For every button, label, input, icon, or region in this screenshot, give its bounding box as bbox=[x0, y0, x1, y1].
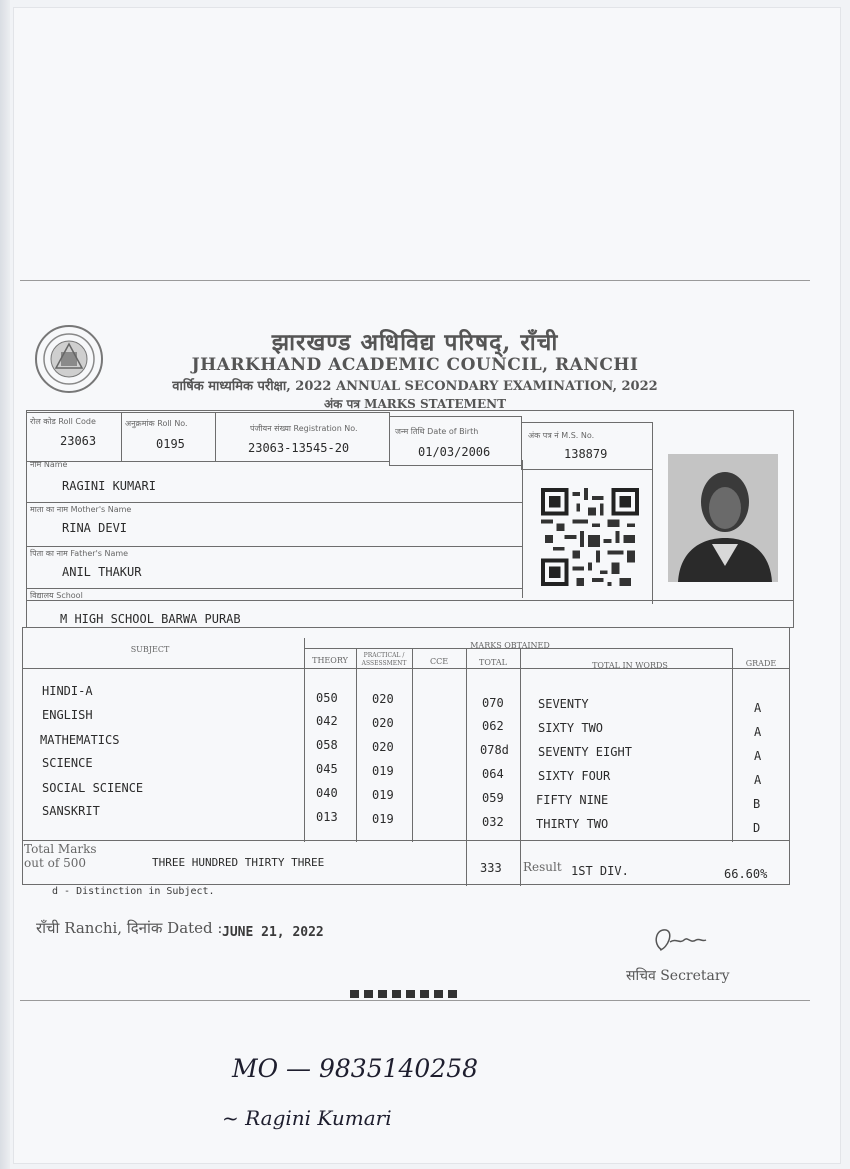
mother-name-value: RINA DEVI bbox=[62, 521, 128, 535]
row-words: SIXTY FOUR bbox=[538, 769, 611, 783]
col-words-left bbox=[520, 648, 521, 886]
row-practical: 020 bbox=[372, 716, 394, 730]
cce-header: CCE bbox=[429, 657, 449, 666]
total-header: TOTAL bbox=[479, 658, 507, 667]
mother-name-label: माता का नाम Mother's Name bbox=[30, 505, 132, 514]
father-name-value: ANIL THAKUR bbox=[62, 565, 142, 579]
dated-value: JUNE 21, 2022 bbox=[222, 925, 324, 940]
dated-label: राँची Ranchi, दिनांक Dated : bbox=[36, 919, 223, 937]
row-grade: A bbox=[754, 701, 762, 715]
school-label: विद्यालय School bbox=[30, 591, 83, 600]
qr-code-icon bbox=[540, 488, 640, 586]
secretary-signature-icon bbox=[650, 920, 710, 960]
row-theory: 058 bbox=[316, 738, 338, 752]
exam-title bbox=[150, 376, 680, 394]
cut-serial-number bbox=[350, 990, 460, 998]
total-marks-out-of: out of 500 bbox=[24, 856, 86, 870]
row-total: 070 bbox=[482, 696, 504, 710]
statement-title-hindi: अंक पत्र bbox=[323, 397, 360, 411]
row-grade: A bbox=[754, 773, 762, 787]
row-words: SEVENTY bbox=[538, 697, 589, 711]
registration-label: पंजीयन संख्या Registration No. bbox=[250, 424, 358, 433]
col-cce-left bbox=[412, 648, 413, 842]
row-subject: HINDI-A bbox=[42, 684, 93, 698]
crop-line-bottom bbox=[20, 1000, 810, 1001]
total-marks-label: Total Marks bbox=[24, 842, 97, 856]
row-grade: A bbox=[754, 725, 762, 739]
exam-title-english: ANNUAL SECONDARY EXAMINATION, 2022 bbox=[336, 379, 658, 394]
row-subject: SANSKRIT bbox=[42, 804, 100, 818]
row-subject: SCIENCE bbox=[42, 756, 93, 770]
row-grade: D bbox=[753, 821, 761, 835]
distinction-note: d - Distinction in Subject. bbox=[52, 886, 215, 897]
scan-left-edge bbox=[0, 0, 10, 1169]
dob-label: जन्म तिथि Date of Birth bbox=[395, 427, 479, 436]
signature-tick: ~ bbox=[222, 1106, 246, 1130]
council-seal-icon bbox=[34, 324, 104, 394]
col-practical-left bbox=[356, 648, 357, 842]
school-value: M HIGH SCHOOL BARWA PURAB bbox=[60, 612, 241, 626]
row-total: 078d bbox=[480, 743, 509, 757]
row-total: 062 bbox=[482, 719, 504, 733]
roll-no-label: अनुक्रमांक Roll No. bbox=[125, 419, 188, 428]
row-words: THIRTY TWO bbox=[536, 817, 609, 831]
student-photo bbox=[668, 454, 778, 582]
row-theory: 013 bbox=[316, 810, 338, 824]
row-practical: 019 bbox=[372, 764, 394, 778]
total-in-words-header: TOTAL IN WORDS bbox=[592, 661, 668, 670]
row-practical: 019 bbox=[372, 788, 394, 802]
rule-mother bbox=[26, 546, 522, 547]
rule-father bbox=[26, 588, 522, 589]
student-portrait-icon bbox=[668, 454, 778, 582]
marks-obtained-header: MARKS OBTAINED bbox=[470, 641, 550, 650]
percentage-value: 66.60% bbox=[724, 867, 768, 881]
signature-text: Ragini Kumari bbox=[245, 1106, 392, 1130]
statement-title-english: MARKS STATEMENT bbox=[364, 397, 507, 411]
row-subject: SOCIAL SCIENCE bbox=[42, 781, 144, 795]
practical-header: PRACTICAL / ASSESSMENT bbox=[361, 652, 407, 667]
row-practical: 020 bbox=[372, 740, 394, 754]
rule-school bbox=[26, 600, 794, 601]
statement-header bbox=[150, 325, 680, 412]
row-subject: ENGLISH bbox=[42, 708, 93, 722]
exam-title-hindi: वार्षिक माध्यमिक परीक्षा, 2022 bbox=[172, 379, 332, 394]
father-name-label: पिता का नाम Father's Name bbox=[30, 549, 129, 558]
roll-code-label: रोल कोड Roll Code bbox=[30, 417, 96, 426]
crop-line-top bbox=[20, 280, 810, 281]
registration-value: 23063-13545-20 bbox=[248, 441, 350, 455]
rule-name bbox=[26, 502, 522, 503]
grade-header: GRADE bbox=[745, 659, 777, 668]
grand-total: 333 bbox=[480, 861, 502, 875]
name-label: नाम Name bbox=[30, 460, 68, 469]
row-theory: 042 bbox=[316, 714, 338, 728]
name-value: RAGINI KUMARI bbox=[62, 479, 156, 493]
result-label: Result bbox=[523, 860, 562, 874]
ms-no-value: 138879 bbox=[564, 447, 608, 461]
council-title-hindi: झारखण्ड अधिविद्य परिषद्, राँची bbox=[271, 329, 559, 356]
total-marks-in-words: THREE HUNDRED THIRTY THREE bbox=[152, 856, 325, 869]
council-title-english: JHARKHAND ACADEMIC COUNCIL, RANCHI bbox=[191, 355, 639, 375]
dob-value: 01/03/2006 bbox=[418, 445, 491, 459]
row-practical: 019 bbox=[372, 812, 394, 826]
secretary-label: सचिव Secretary bbox=[626, 968, 730, 984]
col-total-left bbox=[466, 648, 467, 886]
roll-code-value: 23063 bbox=[60, 434, 97, 448]
ms-no-label: अंक पत्र नं M.S. No. bbox=[528, 431, 595, 440]
row-grade: B bbox=[753, 797, 761, 811]
row-total: 059 bbox=[482, 791, 504, 805]
handwritten-signature bbox=[222, 1106, 392, 1130]
row-total: 064 bbox=[482, 767, 504, 781]
theory-header: THEORY bbox=[312, 656, 348, 665]
row-subject: MATHEMATICS bbox=[40, 733, 120, 747]
row-theory: 045 bbox=[316, 762, 338, 776]
row-total: 032 bbox=[482, 815, 504, 829]
result-value: 1ST DIV. bbox=[571, 864, 629, 878]
row-words: SIXTY TWO bbox=[538, 721, 604, 735]
handwritten-mobile: MO — 9835140258 bbox=[232, 1054, 479, 1083]
subject-header: SUBJECT bbox=[130, 645, 170, 654]
qr-divider bbox=[522, 460, 523, 598]
rule-total-row bbox=[22, 840, 790, 841]
row-theory: 040 bbox=[316, 786, 338, 800]
roll-no-value: 0195 bbox=[156, 437, 185, 451]
row-theory: 050 bbox=[316, 691, 338, 705]
row-practical: 020 bbox=[372, 692, 394, 706]
col-grade-left bbox=[732, 648, 733, 842]
col-theory-left bbox=[304, 638, 305, 842]
row-grade: A bbox=[754, 749, 762, 763]
row-words: FIFTY NINE bbox=[536, 793, 609, 807]
row-words: SEVENTY EIGHT bbox=[538, 745, 632, 759]
